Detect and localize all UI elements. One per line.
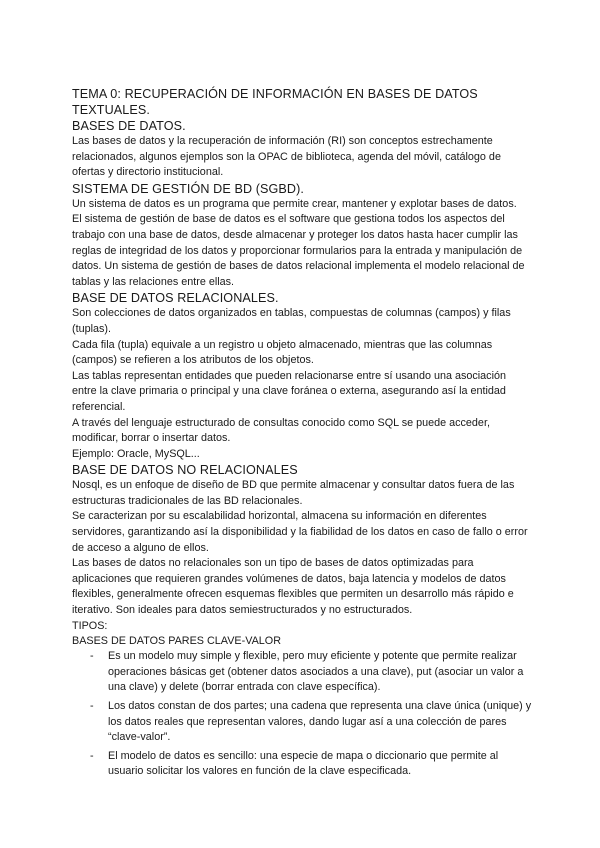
paragraph: El sistema de gestión de base de datos es el software que gestiona todos los aspectos del trabajo con una base de datos, desde almacenar y proteger los datos hasta hacer cumplir las reglas de integridad de los datos y proporcionar formularios para la entrada y manipulación de datos. Un sistema de gestión de bases de datos relacional implementa el modelo relacional de tablas y las relaciones entre ellas. [72,213,525,288]
paragraph: Se caracterizan por su escalabilidad horizontal, almacena su información en diferentes servidores, garantizando así la disponibilidad y la fiabilidad de los datos en caso de fallo o error de acceso a alguno de ellos. [72,510,528,554]
dash-bullet-icon: - [90,700,94,712]
paragraph: A través del lenguaje estructurado de consultas conocido como SQL se puede acceder, modificar, borrar o insertar datos. [72,416,490,445]
subheading-clave-valor: BASES DE DATOS PARES CLAVE-VALOR [72,635,282,648]
list-item-text: El modelo de datos es sencillo: una especie de mapa o diccionario que permite al usuario solicitar los valores en función de la clave especificada. [108,749,499,778]
paragraph: Las bases de datos no relacionales son un tipo de bases de datos optimizadas para aplicaciones que requieren grandes volúmenes de datos, baja latencia y modelos de datos flexibles, generalmente ofrecen esquemas flexibles que permiten un desarrollo más rápido e iterativo. Son ideales para datos semiestructurados y no estructurados. [72,557,514,617]
dash-bullet-icon: - [90,749,94,762]
paragraph: Ejemplo: Oracle, MySQL... [72,447,200,460]
bullet-list [72,649,532,780]
paragraph: Nosql, es un enfoque de diseño de BD que permite almacenar y consultar datos fuera de las estructuras tradicionales de las BD relacionales. [72,479,515,507]
list-item [72,699,532,746]
heading-bd-relacionales: BASE DE DATOS RELACIONALES. [72,291,279,306]
document-body [72,86,532,783]
list-item [72,749,532,780]
paragraph: Cada fila (tupla) equivale a un registro u objeto almacenado, mientras que las columnas (campos) se refieren a los atributos de los objetos. [72,338,493,367]
list-item [72,649,532,696]
list-item-text: Los datos constan de dos partes; una cadena que representa una clave única (unique) y los datos reales que representan valores, dando lugar así a una colección de pares “clave-valor”. [108,700,532,744]
heading-bases-de-datos: BASES DE DATOS. [72,119,186,133]
heading-bd-no-relacionales: BASE DE DATOS NO RELACIONALES [72,463,298,478]
paragraph: Un sistema de datos es un programa que permite crear, mantener y explotar bases de datos. [72,197,517,210]
paragraph: Las tablas representan entidades que pueden relacionarse entre sí usando una asociación entre la clave primaria o principal y una clave foránea o externa, asegurando así la entidad referencial. [72,369,506,413]
paragraph: Las bases de datos y la recuperación de información (RI) son conceptos estrechamente relacionados, algunos ejemplos son la OPAC de biblioteca, agenda del móvil, catálogo de ofertas y directorio institucional. [72,135,501,179]
dash-bullet-icon: - [90,650,94,663]
heading-sgbd: SISTEMA DE GESTIÓN DE BD (SGBD). [72,181,305,196]
list-item-text: Es un modelo muy simple y flexible, pero muy eficiente y potente que permite realizar operaciones básicas get (obtener datos asociados a una clave), put (asociar un valor a una clave) y delete (borrar entrada con clave específica). [108,650,524,694]
document-title: TEMA 0: RECUPERACIÓN DE INFORMACIÓN EN BASES DE DATOS TEXTUALES. [72,87,478,117]
paragraph: Son colecciones de datos organizados en tablas, compuestas de columnas (campos) y filas (tuplas). [72,307,511,335]
tipos-label: TIPOS: [72,619,108,632]
